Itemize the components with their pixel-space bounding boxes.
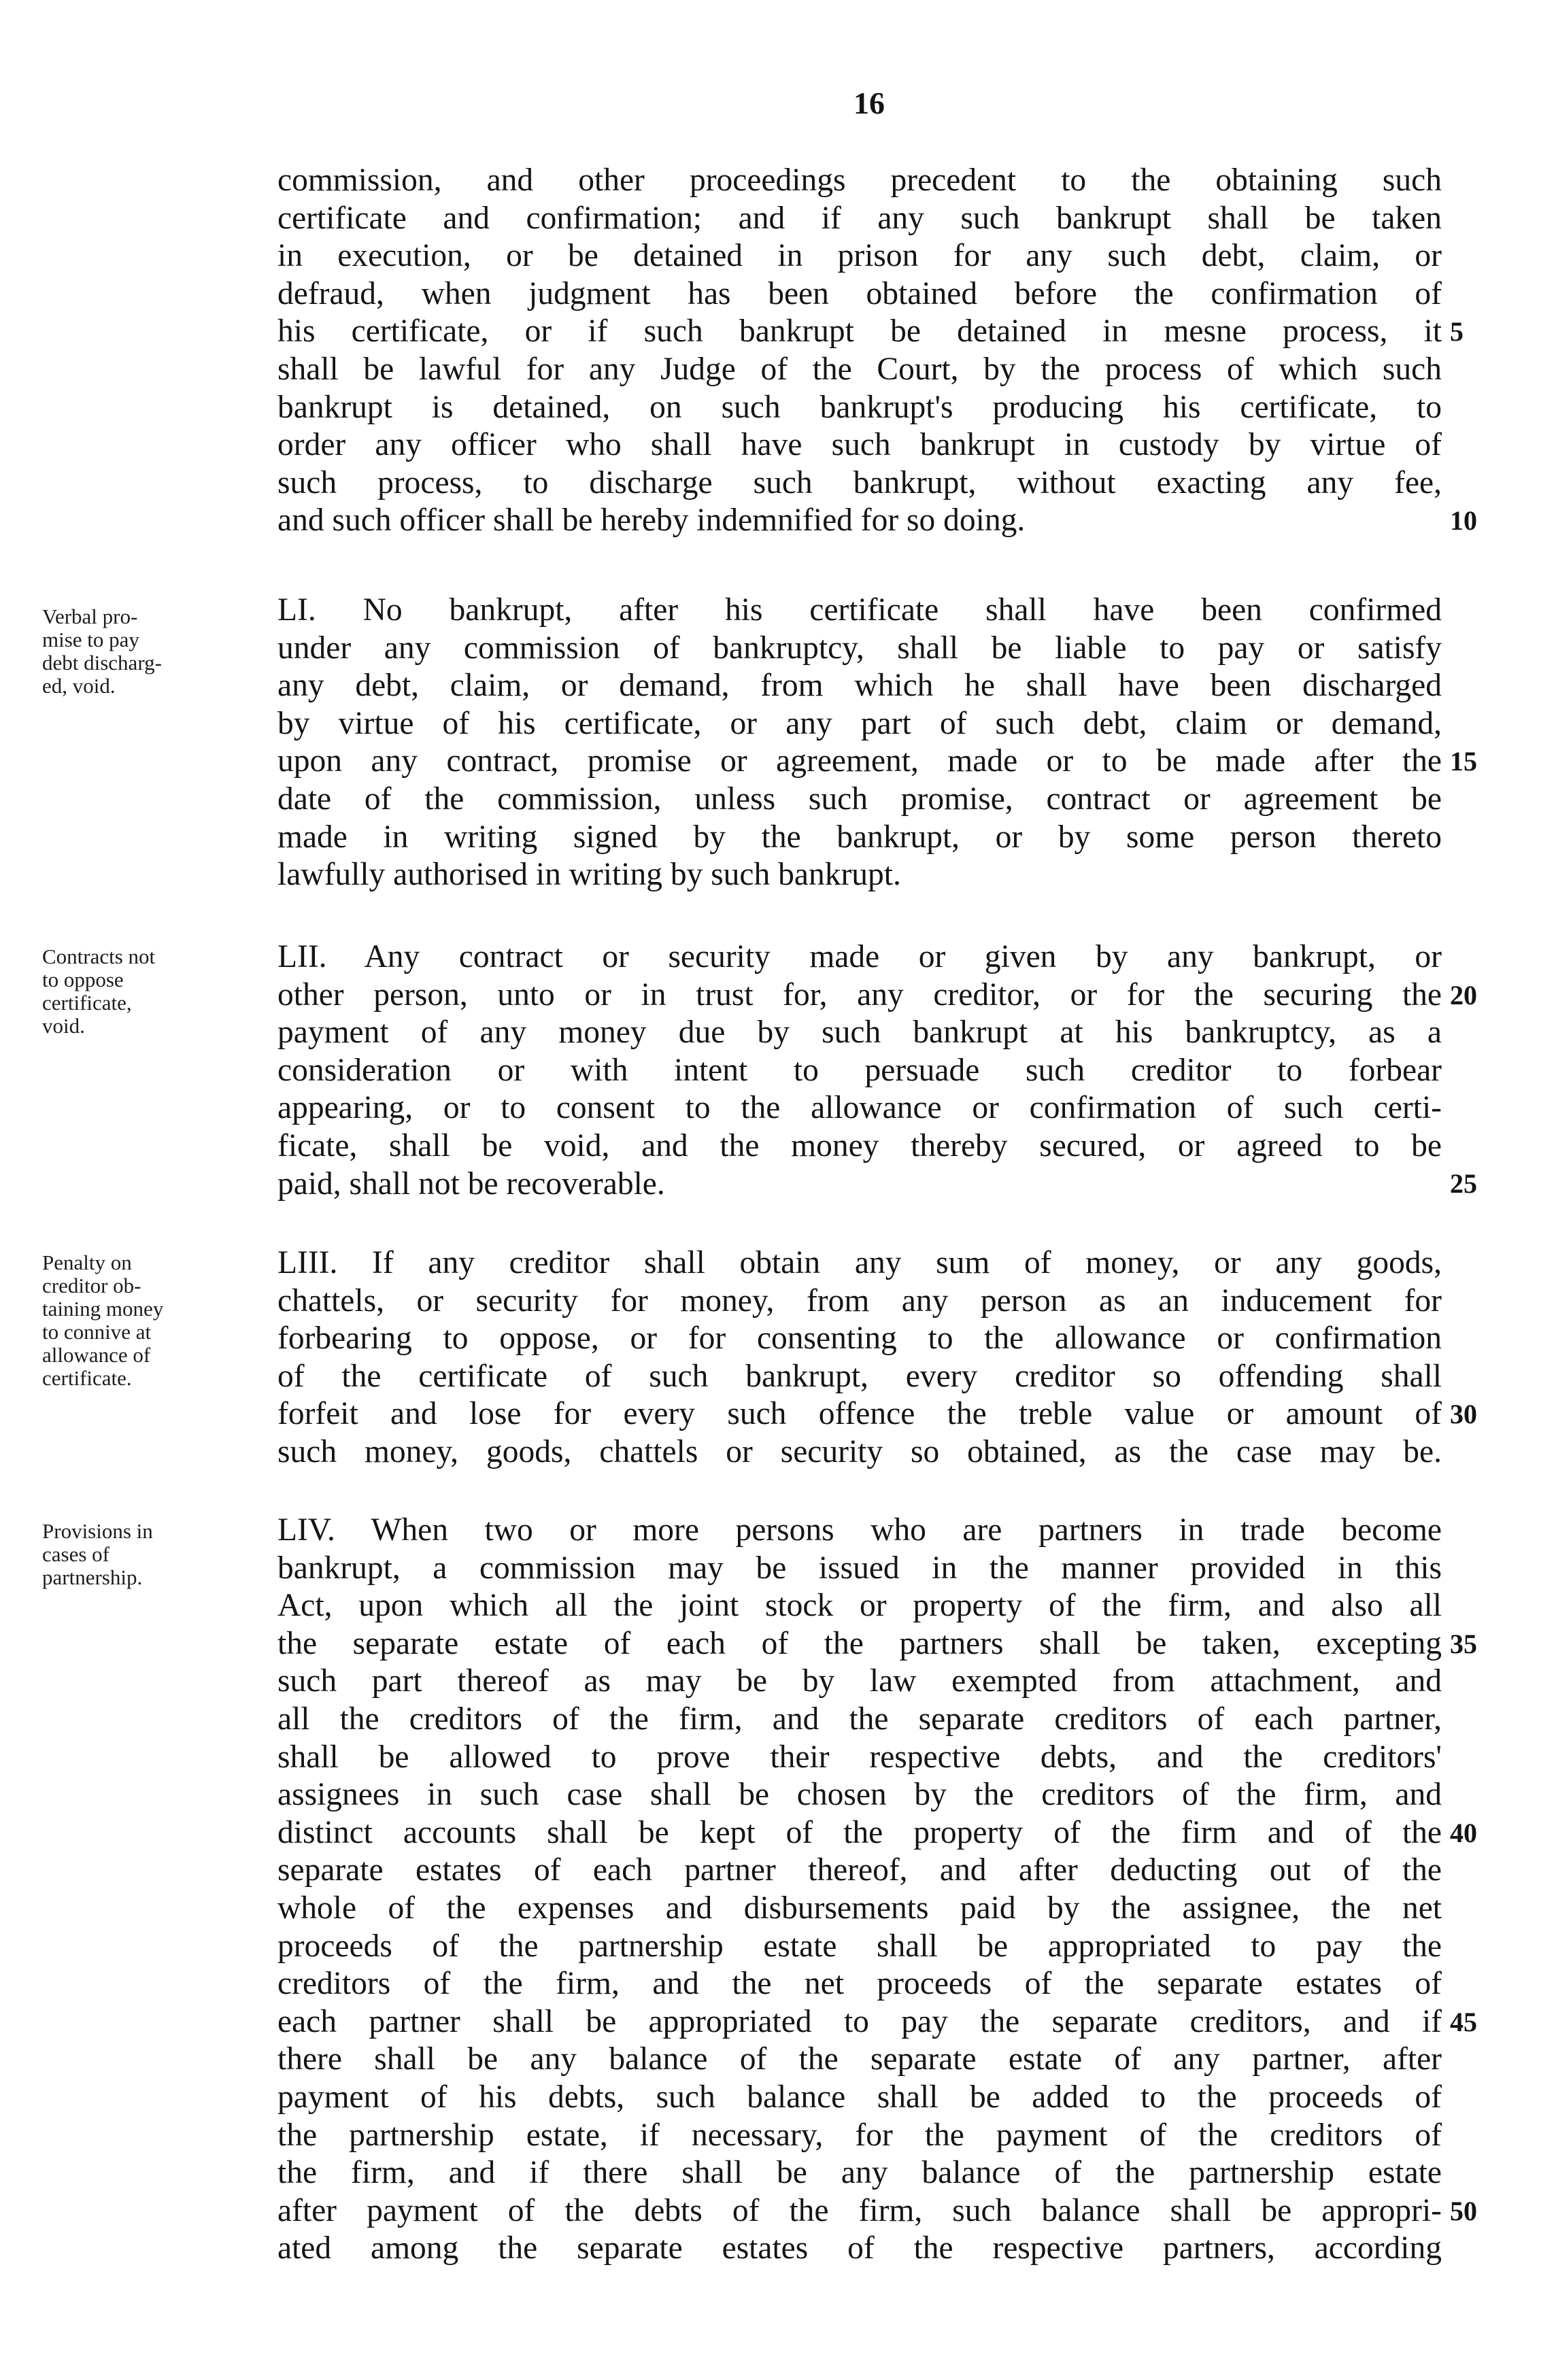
text-line: defraud, when judgment has been obtained before the confirmation of [277,275,1442,311]
text-line: such process, to discharge such bankrupt, without exacting any fee, [277,464,1442,500]
text-line: all the creditors of the firm, and the separate creditors of each partner, [277,1701,1442,1737]
text-line: payment of his debts, such balance shall be added to the proceeds of [277,2079,1442,2115]
line-number: 40 [1450,1818,1477,1848]
text-line: there shall be any balance of the separate estate of any partner, after [277,2041,1442,2077]
line-number: 45 [1450,2007,1477,2037]
text-line: upon any contract, promise or agreement, made or to be made after the [277,743,1442,779]
line-number: 20 [1450,980,1477,1010]
text-line: bankrupt is detained, on such bankrupt's producing his certificate, to [277,389,1442,425]
text-line: LI. No bankrupt, after his certificate shall have been confirmed [277,592,1442,628]
note-line: Provisions in [42,1519,153,1543]
text-line: chattels, or security for money, from any person as an inducement for [277,1282,1442,1319]
text-line: by virtue of his certificate, or any part of such debt, claim or demand, [277,705,1442,741]
text-line: consideration or with intent to persuade such creditor to forbear [277,1052,1442,1088]
text-line: certificate and confirmation; and if any such bankrupt shall be taken [277,200,1442,236]
section-lii [277,938,1442,1203]
text-line: each partner shall be appropriated to pay the separate creditors, and if [277,2003,1442,2039]
note-line: partnership. [42,1565,143,1589]
text-line: order any officer who shall have such bankrupt in custody by virtue of [277,427,1442,463]
text-line: payment of any money due by such bankrupt at his bankruptcy, as a [277,1015,1442,1051]
margin-note-penalty [42,1251,267,1390]
note-line: void. [42,1014,85,1038]
text-line: such money, goods, chattels or security so obtained, as the case may be. [277,1433,1442,1469]
text-line: and such officer shall be hereby indemnified for so doing. [277,503,1026,539]
page-number: 16 [853,86,885,120]
line-number: 10 [1450,505,1477,536]
text-line: appearing, or to consent to the allowance or confirmation of such certi- [277,1090,1442,1126]
note-line: certificate, [42,991,132,1015]
section-li [277,592,1442,894]
text-line: of the certificate of such bankrupt, every creditor so offending shall [277,1358,1442,1394]
text-line: LIII. If any creditor shall obtain any sum of money, or any goods, [277,1245,1442,1280]
text-line: in execution, or be detained in prison for any such debt, claim, or [277,238,1442,274]
note-line: certificate. [42,1366,132,1390]
margin-note-contracts [42,945,267,1038]
text-line: under any commission of bankruptcy, shall be liable to pay or satisfy [277,630,1442,666]
text-line: ficate, shall be void, and the money thereby secured, or agreed to be [277,1127,1442,1163]
line-number: 5 [1450,316,1464,347]
text-line: lawfully authorised in writing by such bankrupt. [277,857,901,893]
text-line: forbearing to oppose, or for consenting to the allowance or confirmation [277,1321,1442,1357]
text-line: after payment of the debts of the firm, such balance shall be appropri- [277,2192,1442,2228]
note-line: taining money [42,1297,164,1321]
section-liii [277,1244,1442,1472]
text-line: shall be allowed to prove their respective debts, and the creditors' [277,1739,1442,1775]
note-line: mise to pay [42,628,139,651]
margin-note-partnership [42,1520,267,1589]
text-line: the partnership estate, if necessary, for the payment of the creditors of [277,2117,1442,2153]
line-number: 30 [1450,1399,1477,1429]
text-line: separate estates of each partner thereof, and after deducting out of the [277,1852,1442,1888]
note-line: Penalty on [42,1251,132,1274]
paragraph-continuation [277,162,1442,540]
text-line: LIV. When two or more persons who are partners in trade become [277,1512,1442,1548]
section-liv [277,1512,1442,2268]
text-line: other person, unto or in trust for, any creditor, or for the securing the [277,976,1442,1013]
line-number: 35 [1450,1629,1477,1659]
text-line: paid, shall not be recoverable. [277,1166,665,1202]
text-line: creditors of the firm, and the net proceeds of the separate estates of [277,1966,1442,2002]
text-line: Act, upon which all the joint stock or property of the firm, and also all [277,1588,1442,1624]
text-line: shall be lawful for any Judge of the Court, by the process of which such [277,351,1442,387]
text-line: proceeds of the partnership estate shall be appropriated to pay the [277,1928,1442,1964]
text-line: the separate estate of each of the partners shall be taken, excepting [277,1625,1442,1661]
text-line: distinct accounts shall be kept of the property of the firm and of the [277,1814,1442,1850]
text-line: forfeit and lose for every such offence the treble value or amount of [277,1396,1442,1432]
text-line: commission, and other proceedings precedent to the obtaining such [277,163,1442,198]
text-line: whole of the expenses and disbursements paid by the assignee, the net [277,1890,1442,1926]
text-line: such part thereof as may be by law exempted from attachment, and [277,1663,1442,1699]
note-line: Verbal pro- [42,605,138,628]
text-line: any debt, claim, or demand, from which he shall have been discharged [277,668,1442,704]
text-line: the firm, and if there shall be any balance of the partnership estate [277,2155,1442,2191]
note-line: allowance of [42,1343,151,1367]
line-number: 50 [1450,2196,1477,2226]
text-line: assignees in such case shall be chosen by the creditors of the firm, and [277,1777,1442,1813]
note-line: cases of [42,1542,109,1566]
note-line: to oppose [42,968,124,991]
note-line: Contracts not [42,945,156,968]
note-line: ed, void. [42,674,116,698]
text-line: his certificate, or if such bankrupt be detained in mesne process, it [277,313,1442,350]
note-line: creditor ob- [42,1274,141,1297]
text-line: ated among the separate estates of the respective partners, according [277,2230,1442,2266]
note-line: to connive at [42,1320,152,1344]
text-line: date of the commission, unless such promise, contract or agreement be [277,781,1442,817]
note-line: debt discharg- [42,651,162,675]
text-line: bankrupt, a commission may be issued in the manner provided in this [277,1550,1442,1586]
text-line: LII. Any contract or security made or given by any bankrupt, or [277,939,1442,974]
line-number: 15 [1450,746,1477,777]
text-line: made in writing signed by the bankrupt, or by some person thereto [277,819,1442,855]
line-number: 25 [1450,1168,1477,1199]
margin-note-verbal-promise [42,605,267,698]
